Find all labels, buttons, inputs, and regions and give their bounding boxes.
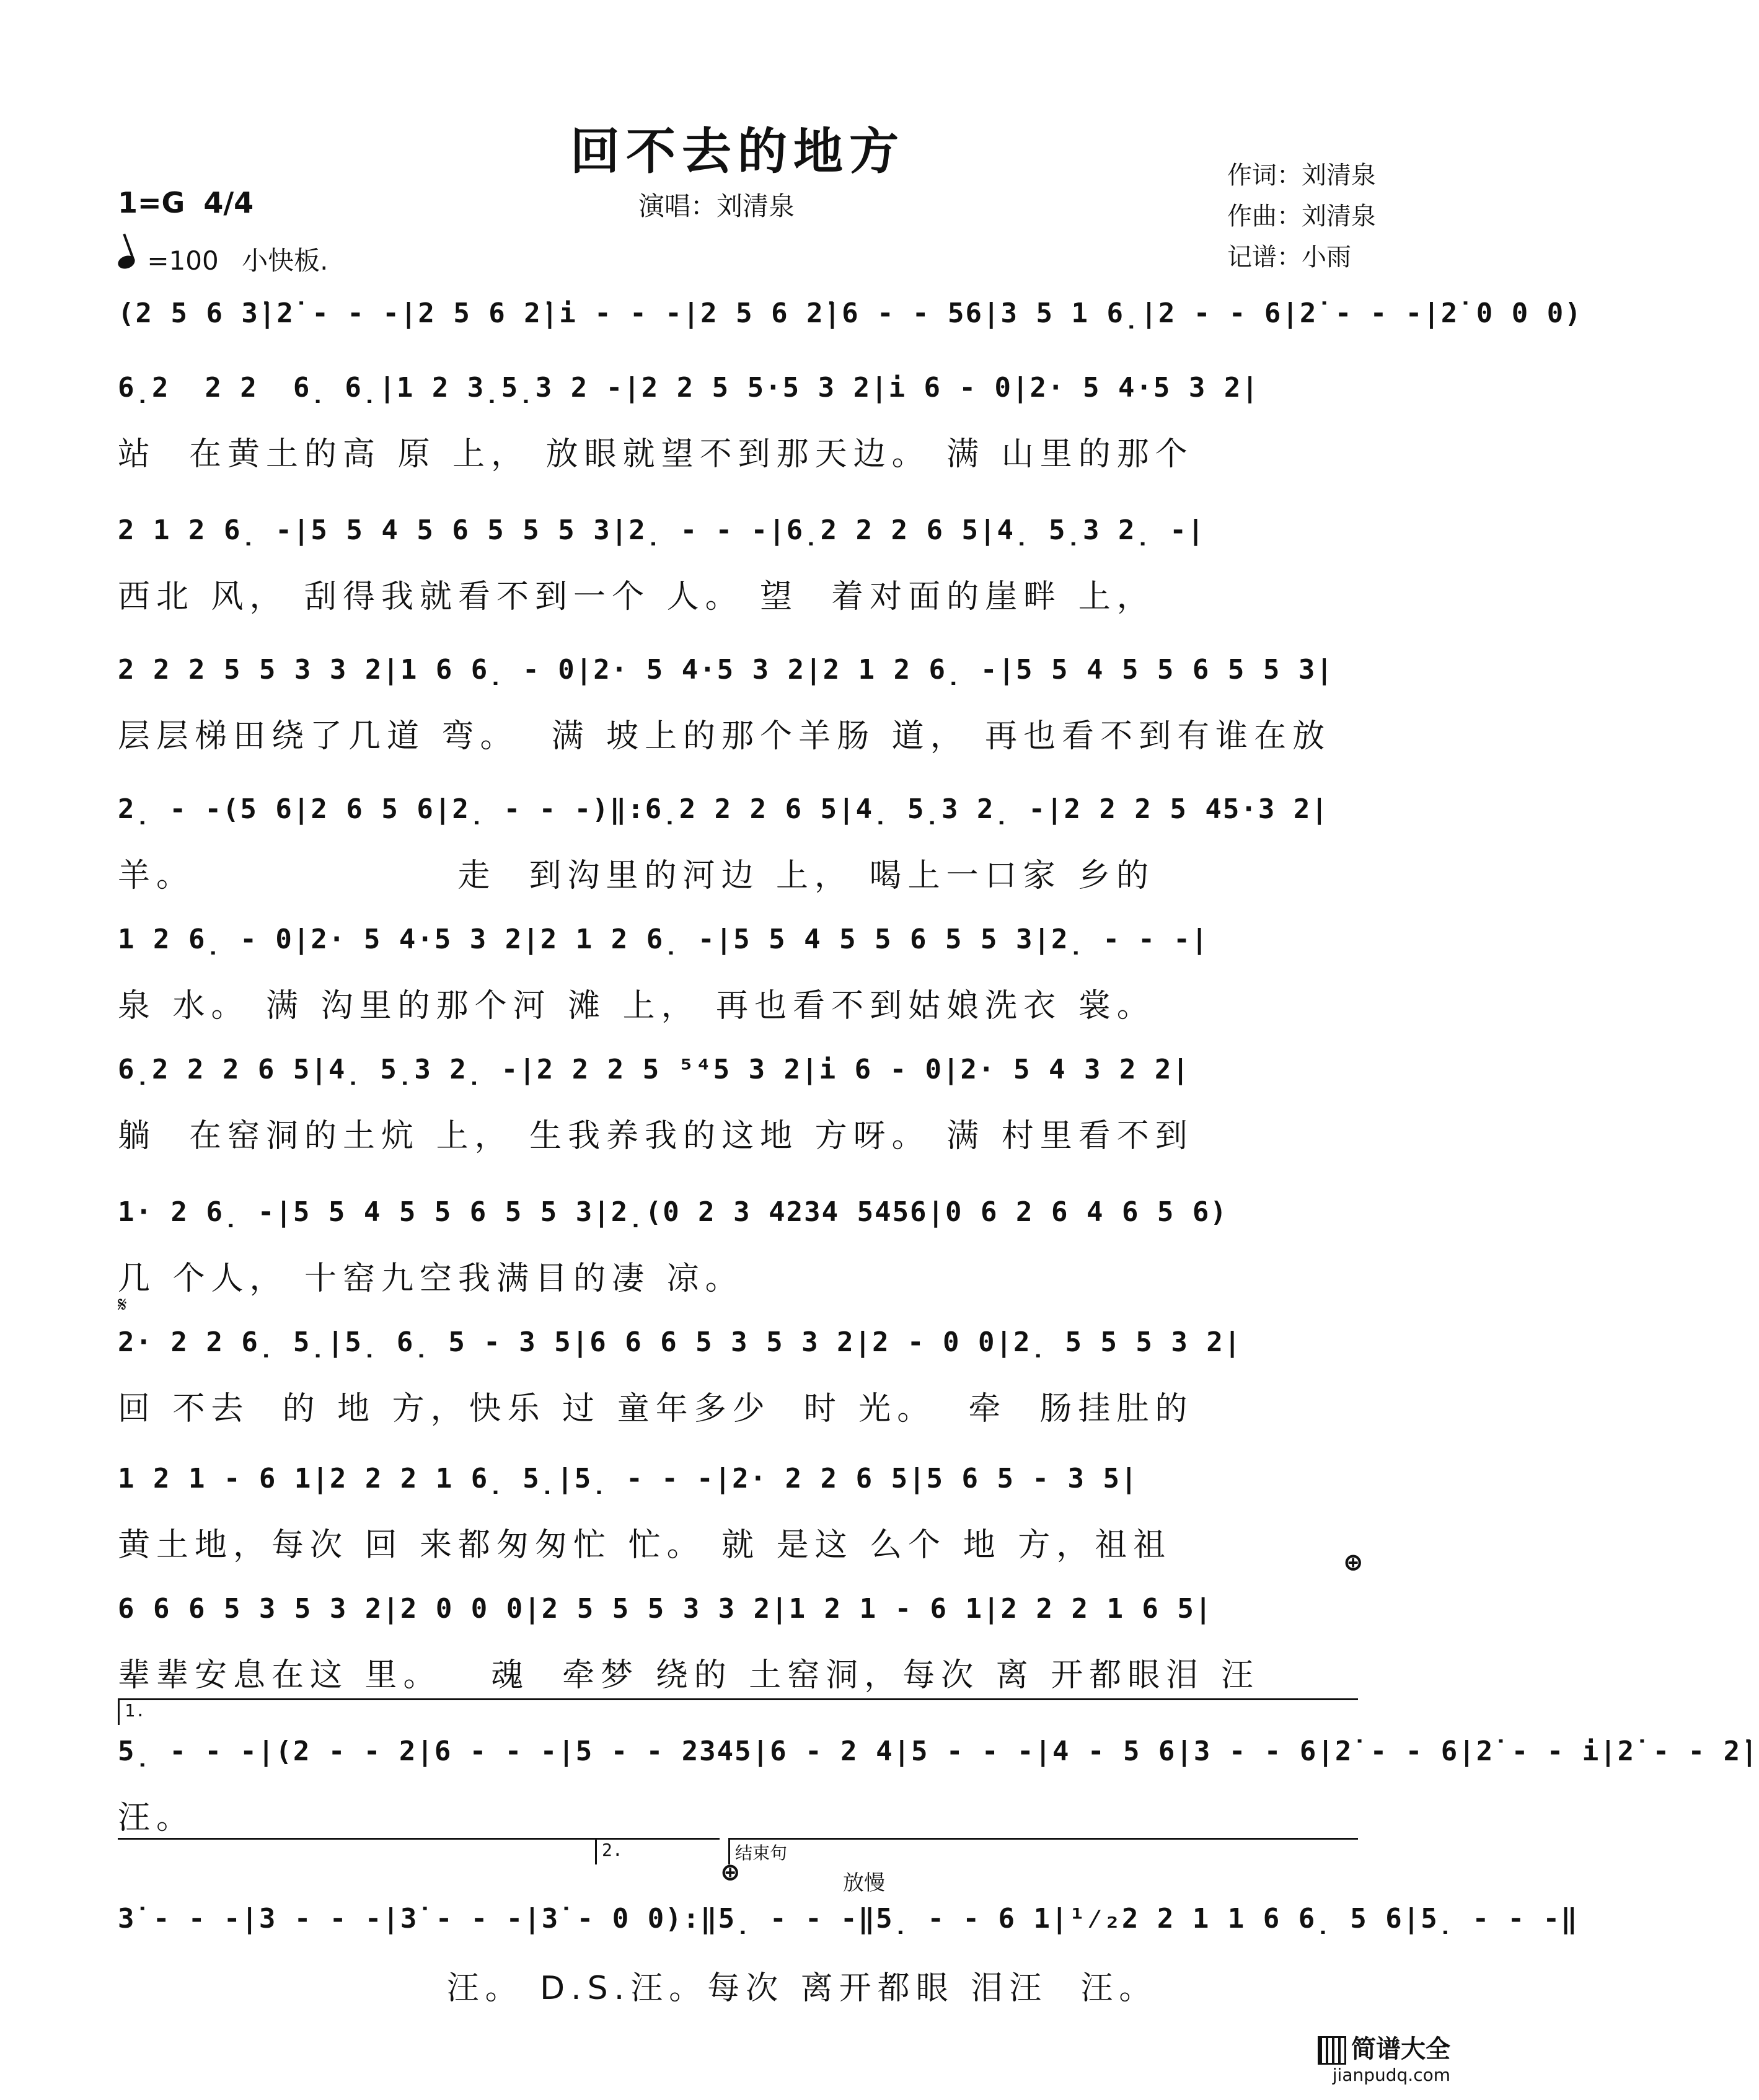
volta-1: 1. [118,1698,1358,1725]
quarter-note-icon [116,254,136,271]
line-12-notes: 3̇ - - -|3 - - -|3̇ - - -|3̇ - 0 0):‖5̣ - - -‖5̣ - - 6 1|¹⁄₂2 2 1 1 6 6̣ 5 6|5̣ - - -‖ [118,1903,1579,1935]
line-10-lyrics: 辈辈安息在这 里。 魂 牵梦 绕的 土窑洞，每次 离 开都眼泪 汪 [118,1657,1259,1694]
volta-1-continuation [118,1838,595,1840]
line-10-notes: 6 6 6 5 3 5 3 2|2 0 0 0|2 5 5 5 3 3 2|1 2 1 - 6 1|2 2 2 1 6 5| [118,1593,1213,1625]
line-8-lyrics: 回 不去 的 地 方，快乐 过 童年多少 时 光。 牵 肠挂肚的 [118,1390,1194,1427]
line-8-notes: 2· 2 2 6̣ 5̣|5̣ 6̣ 5 - 3 5|6 6 6 5 3 5 3 2|2 - 0 0|2̣ 5 5 5 3 2| [118,1326,1242,1358]
line-5-lyrics: 泉 水。 满 沟里的那个河 滩 上， 再也看不到姑娘洗衣 裳。 [118,987,1155,1025]
line-2-lyrics: 西北 风， 刮得我就看不到一个 人。 望 着对面的崖畔 上， [118,578,1155,615]
slow-marking: 放慢 [843,1871,885,1895]
intro-notes: (2 5 6 3̇|2̇ - - -|2 5 6 2̇|i - - -|2 5 6 2̇|6 - - 56|3 5 1 6̣|2 - - 6|2̇ - - -|2̇ 0 0 0) [118,298,1582,329]
line-9-lyrics: 黄土地，每次 回 来都匆匆忙 忙。 就 是这 么个 地 方，祖祖 [118,1527,1172,1564]
song-title: 回不去的地方 [570,122,905,180]
transcriber: 记谱：小雨 [1227,243,1351,271]
line-12-lyrics: 汪。 D.S.汪。每次 离开都眼 泪汪 汪。 [118,1970,1158,2007]
piano-logo-icon [1318,2036,1346,2065]
key-signature [118,186,253,219]
line-1-lyrics: 站 在黄土的高 原 上， 放眼就望不到那天边。 满 山里的那个 [118,436,1194,473]
line-3-lyrics: 层层梯田绕了几道 弯。 满 坡上的那个羊肠 道， 再也看不到有谁在放 [118,718,1331,755]
tempo-marking [118,240,328,278]
line-7-lyrics: 几 个人， 十窑九空我满目的凄 凉。 [118,1260,744,1297]
credits [1227,155,1376,278]
line-6-notes: 6̣2 2 2 6 5|4̣ 5̣3 2̣ -|2 2 2 5 ⁵⁴5 3 2|i 6 - 0|2· 5 4 3 2 2| [118,1054,1190,1085]
composer: 作曲：刘清泉 [1227,202,1376,231]
watermark-title: 简谱大全 [1351,2035,1450,2063]
line-2-notes: 2 1 2 6̣ -|5 5 4 5 6 5 5 5 3|2̣ - - -|6̣2 2 2 6 5|4̣ 5̣3 2̣ -| [118,514,1206,546]
watermark [1318,2029,1450,2085]
lyricist: 作词：刘清泉 [1227,161,1376,190]
line-9-notes: 1 2 1 - 6 1|2 2 2 1 6̣ 5̣|5̣ - - -|2· 2 2 6 5|5 6 5 - 3 5| [118,1463,1139,1494]
volta-2: 2. [595,1838,720,1864]
line-3-notes: 2 2 2 5 5 3 3 2|1 6 6̣ - 0|2· 5 4·5 3 2|2 1 2 6̣ -|5 5 4 5 5 6 5 5 3| [118,654,1334,686]
line-1-notes: 6̣2 2 2 6̣ 6̣|1 2 3̣5̣3 2 -|2 2 5 5·5 3 2|i 6 - 0|2· 5 4·5 3 2| [118,372,1259,404]
coda-icon-2: ⊕ [722,1856,739,1888]
line-5-notes: 1 2 6̣ - 0|2· 5 4·5 3 2|2 1 2 6̣ -|5 5 4 5 5 6 5 5 3|2̣ - - -| [118,924,1209,955]
line-6-lyrics: 躺 在窑洞的土炕 上， 生我养我的这地 方呀。 满 村里看不到 [118,1118,1194,1155]
tempo-value: =100 [147,245,219,276]
singer: 演唱：刘清泉 [638,191,795,221]
time-signature: 4/4 [203,186,254,219]
line-7-notes: 1· 2 6̣ -|5 5 4 5 5 6 5 5 3|2̣(0 2 3 4234 5456|0 6 2 6 4 6 5 6) [118,1196,1228,1228]
ending-bracket: 结束句 [728,1838,1358,1864]
segno-icon: 𝄋 [118,1292,127,1317]
line-11-lyrics: 汪。 [118,1799,195,1837]
line-11-notes: 5̣ - - -|(2 - - 2|6 - - -|5 - - 2345|6 - 2 4|5 - - -|4 - 5 6|3 - - 6|2̇ - - 6|2̇ - - i|2̇ - - 2̇| [118,1736,1759,1767]
coda-icon: ⊕ [1345,1546,1362,1578]
key-text: 1=G [118,186,185,219]
watermark-url: jianpudq.com [1332,2065,1450,2085]
tempo-text: 小快板. [242,245,328,276]
line-4-notes: 2̣ - -(5 6|2 6 5 6|2̣ - - -)‖:6̣2 2 2 6 5|4̣ 5̣3 2̣ -|2 2 2 5 45·3 2| [118,793,1329,825]
line-4-lyrics: 羊。 走 到沟里的河边 上， 喝上一口家 乡的 [118,857,1155,894]
